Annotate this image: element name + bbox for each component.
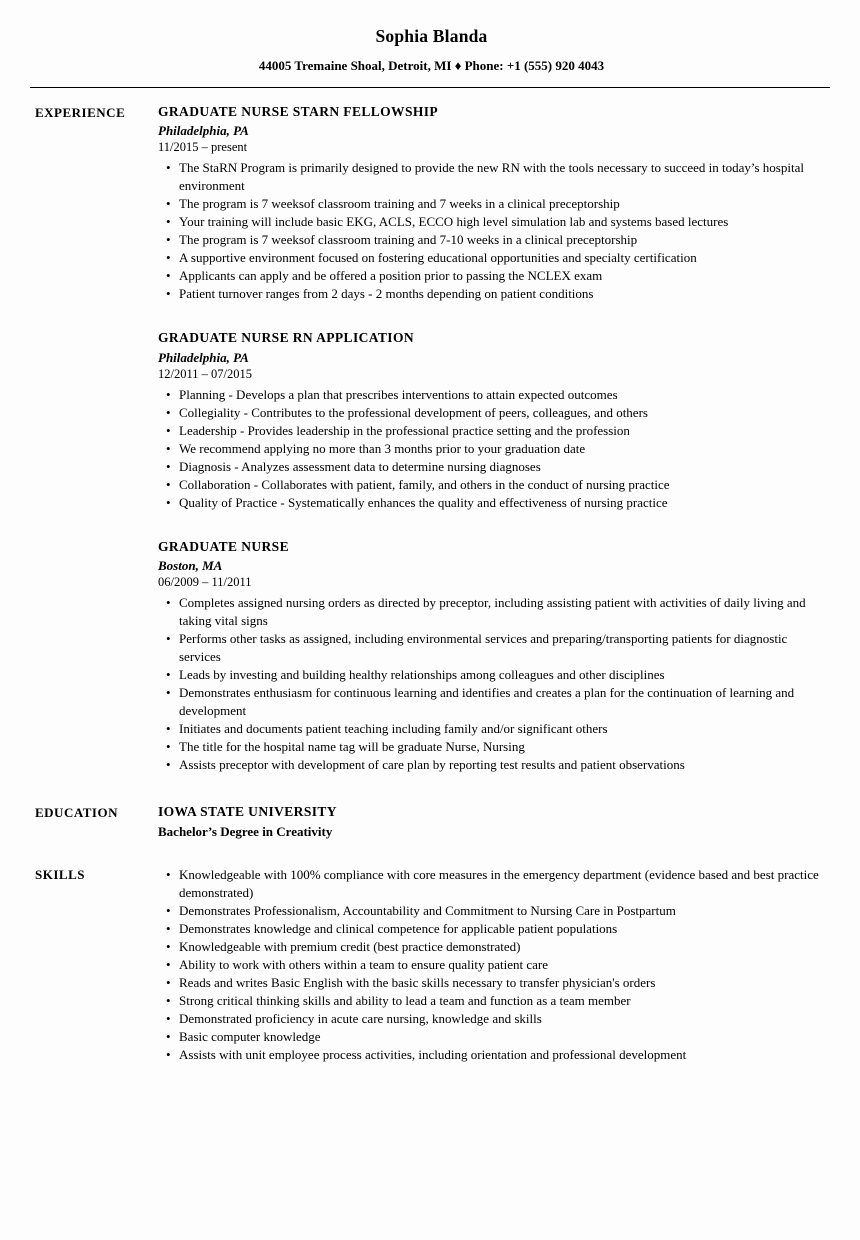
bullet-item: • Basic computer knowledge [166,1028,828,1046]
contact-line: 44005 Tremaine Shoal, Detroit, MI ♦ Phone: +1 (555) 920 4043 [258,58,605,73]
bullet-item: • Demonstrates enthusiasm for continuous learning and identifies and creates a plan for the continuation of learning and development [166,684,828,720]
bullet-item: • Diagnosis - Analyzes assessment data to determine nursing diagnoses [166,458,828,476]
bullet-item: • Completes assigned nursing orders as directed by preceptor, including assisting patient with activities of daily living and taking vital signs [166,594,828,630]
job-entry-starn-fellowship [158,104,828,303]
job-title: GRADUATE NURSE RN APPLICATION [158,330,414,346]
bullet-item: • Leadership - Provides leadership in the professional practice setting and the profession [166,422,828,440]
resume-header [35,26,828,88]
bullet-item: • A supportive environment focused on fostering educational opportunities and specialty certification [166,249,828,267]
bullet-item: • Assists preceptor with development of care plan by reporting test results and patient observations [166,756,828,774]
bullet-item: • Leads by investing and building healthy relationships among colleagues and other disciplines [166,666,828,684]
bullet-item: • Collaboration - Collaborates with patient, family, and others in the conduct of nursing practice [166,476,828,494]
bullet-item: • Strong critical thinking skills and ability to lead a team and function as a team member [166,992,828,1010]
job-title: GRADUATE NURSE STARN FELLOWSHIP [158,104,439,119]
bullet-item: • The StaRN Program is primarily designed to provide the new RN with the tools necessary to succeed in today’s hospital environment [166,159,828,195]
bullet-item: • The title for the hospital name tag will be graduate Nurse, Nursing [166,738,828,756]
bullet-item: • Knowledgeable with premium credit (best practice demonstrated) [166,938,828,956]
bullet-item: • Demonstrates Professionalism, Accountability and Commitment to Nursing Care in Postpartum [166,902,828,920]
section-label-skills: SKILLS [35,866,85,882]
job-location: Boston, MA [158,557,223,573]
bullet-item: • Patient turnover ranges from 2 days - 2 months depending on patient conditions [166,285,828,303]
bullet-item: • Your training will include basic EKG, ACLS, ECCO high level simulation lab and systems based lectures [166,213,828,231]
experience-section [35,104,828,774]
header-divider [30,87,830,88]
bullet-item: • Reads and writes Basic English with the basic skills necessary to transfer physician's orders [166,974,828,992]
bullet-item: • We recommend applying no more than 3 months prior to your graduation date [166,440,828,458]
education-section [35,804,828,840]
job-bullet-list [158,159,828,303]
bullet-item: • Initiates and documents patient teaching including family and/or significant others [166,720,828,738]
school-name: IOWA STATE UNIVERSITY [158,804,337,820]
job-entry-graduate-nurse [158,539,828,774]
job-entry-rn-application [158,330,828,511]
job-bullet-list [158,386,828,512]
job-dates: 12/2011 – 07/2015 [158,366,252,381]
job-title: GRADUATE NURSE [158,538,289,554]
job-dates: 11/2015 – present [158,140,248,155]
job-location: Philadelphia, PA [158,349,249,365]
section-label-education: EDUCATION [35,805,118,821]
bullet-item: • Collegiality - Contributes to the professional development of peers, colleagues, and others [166,404,828,422]
bullet-item: • Demonstrates knowledge and clinical competence for applicable patient populations [166,920,828,938]
bullet-item: • Applicants can apply and be offered a position prior to passing the NCLEX exam [166,267,828,285]
bullet-item: • The program is 7 weeksof classroom training and 7-10 weeks in a clinical preceptorship [166,231,828,249]
bullet-item: • Knowledgeable with 100% compliance with core measures in the emergency department (evidence based and best practice demonstrated) [166,866,828,902]
bullet-item: • Demonstrated proficiency in acute care nursing, knowledge and skills [166,1010,828,1028]
candidate-name: Sophia Blanda [375,26,488,46]
bullet-item: • Planning - Develops a plan that prescribes interventions to attain expected outcomes [166,386,828,404]
bullet-item: • Performs other tasks as assigned, including environmental services and preparing/transporting patients for diagnostic services [166,630,828,666]
degree-name: Bachelor’s Degree in Creativity [158,824,333,840]
bullet-item: • Quality of Practice - Systematically enhances the quality and effectiveness of nursing practice [166,494,828,512]
education-body [158,804,828,840]
job-location: Philadelphia, PA [158,123,249,139]
experience-body [158,104,828,774]
skills-body [158,866,828,1064]
job-bullet-list [158,594,828,774]
skills-bullet-list [158,866,828,1064]
bullet-item: • Assists with unit employee process activities, including orientation and professional development [166,1046,828,1064]
bullet-item: • The program is 7 weeksof classroom training and 7 weeks in a clinical preceptorship [166,195,828,213]
section-label-experience: EXPERIENCE [35,105,126,120]
skills-section [35,866,828,1064]
bullet-item: • Ability to work with others within a team to ensure quality patient care [166,956,828,974]
job-dates: 06/2009 – 11/2011 [158,574,252,589]
